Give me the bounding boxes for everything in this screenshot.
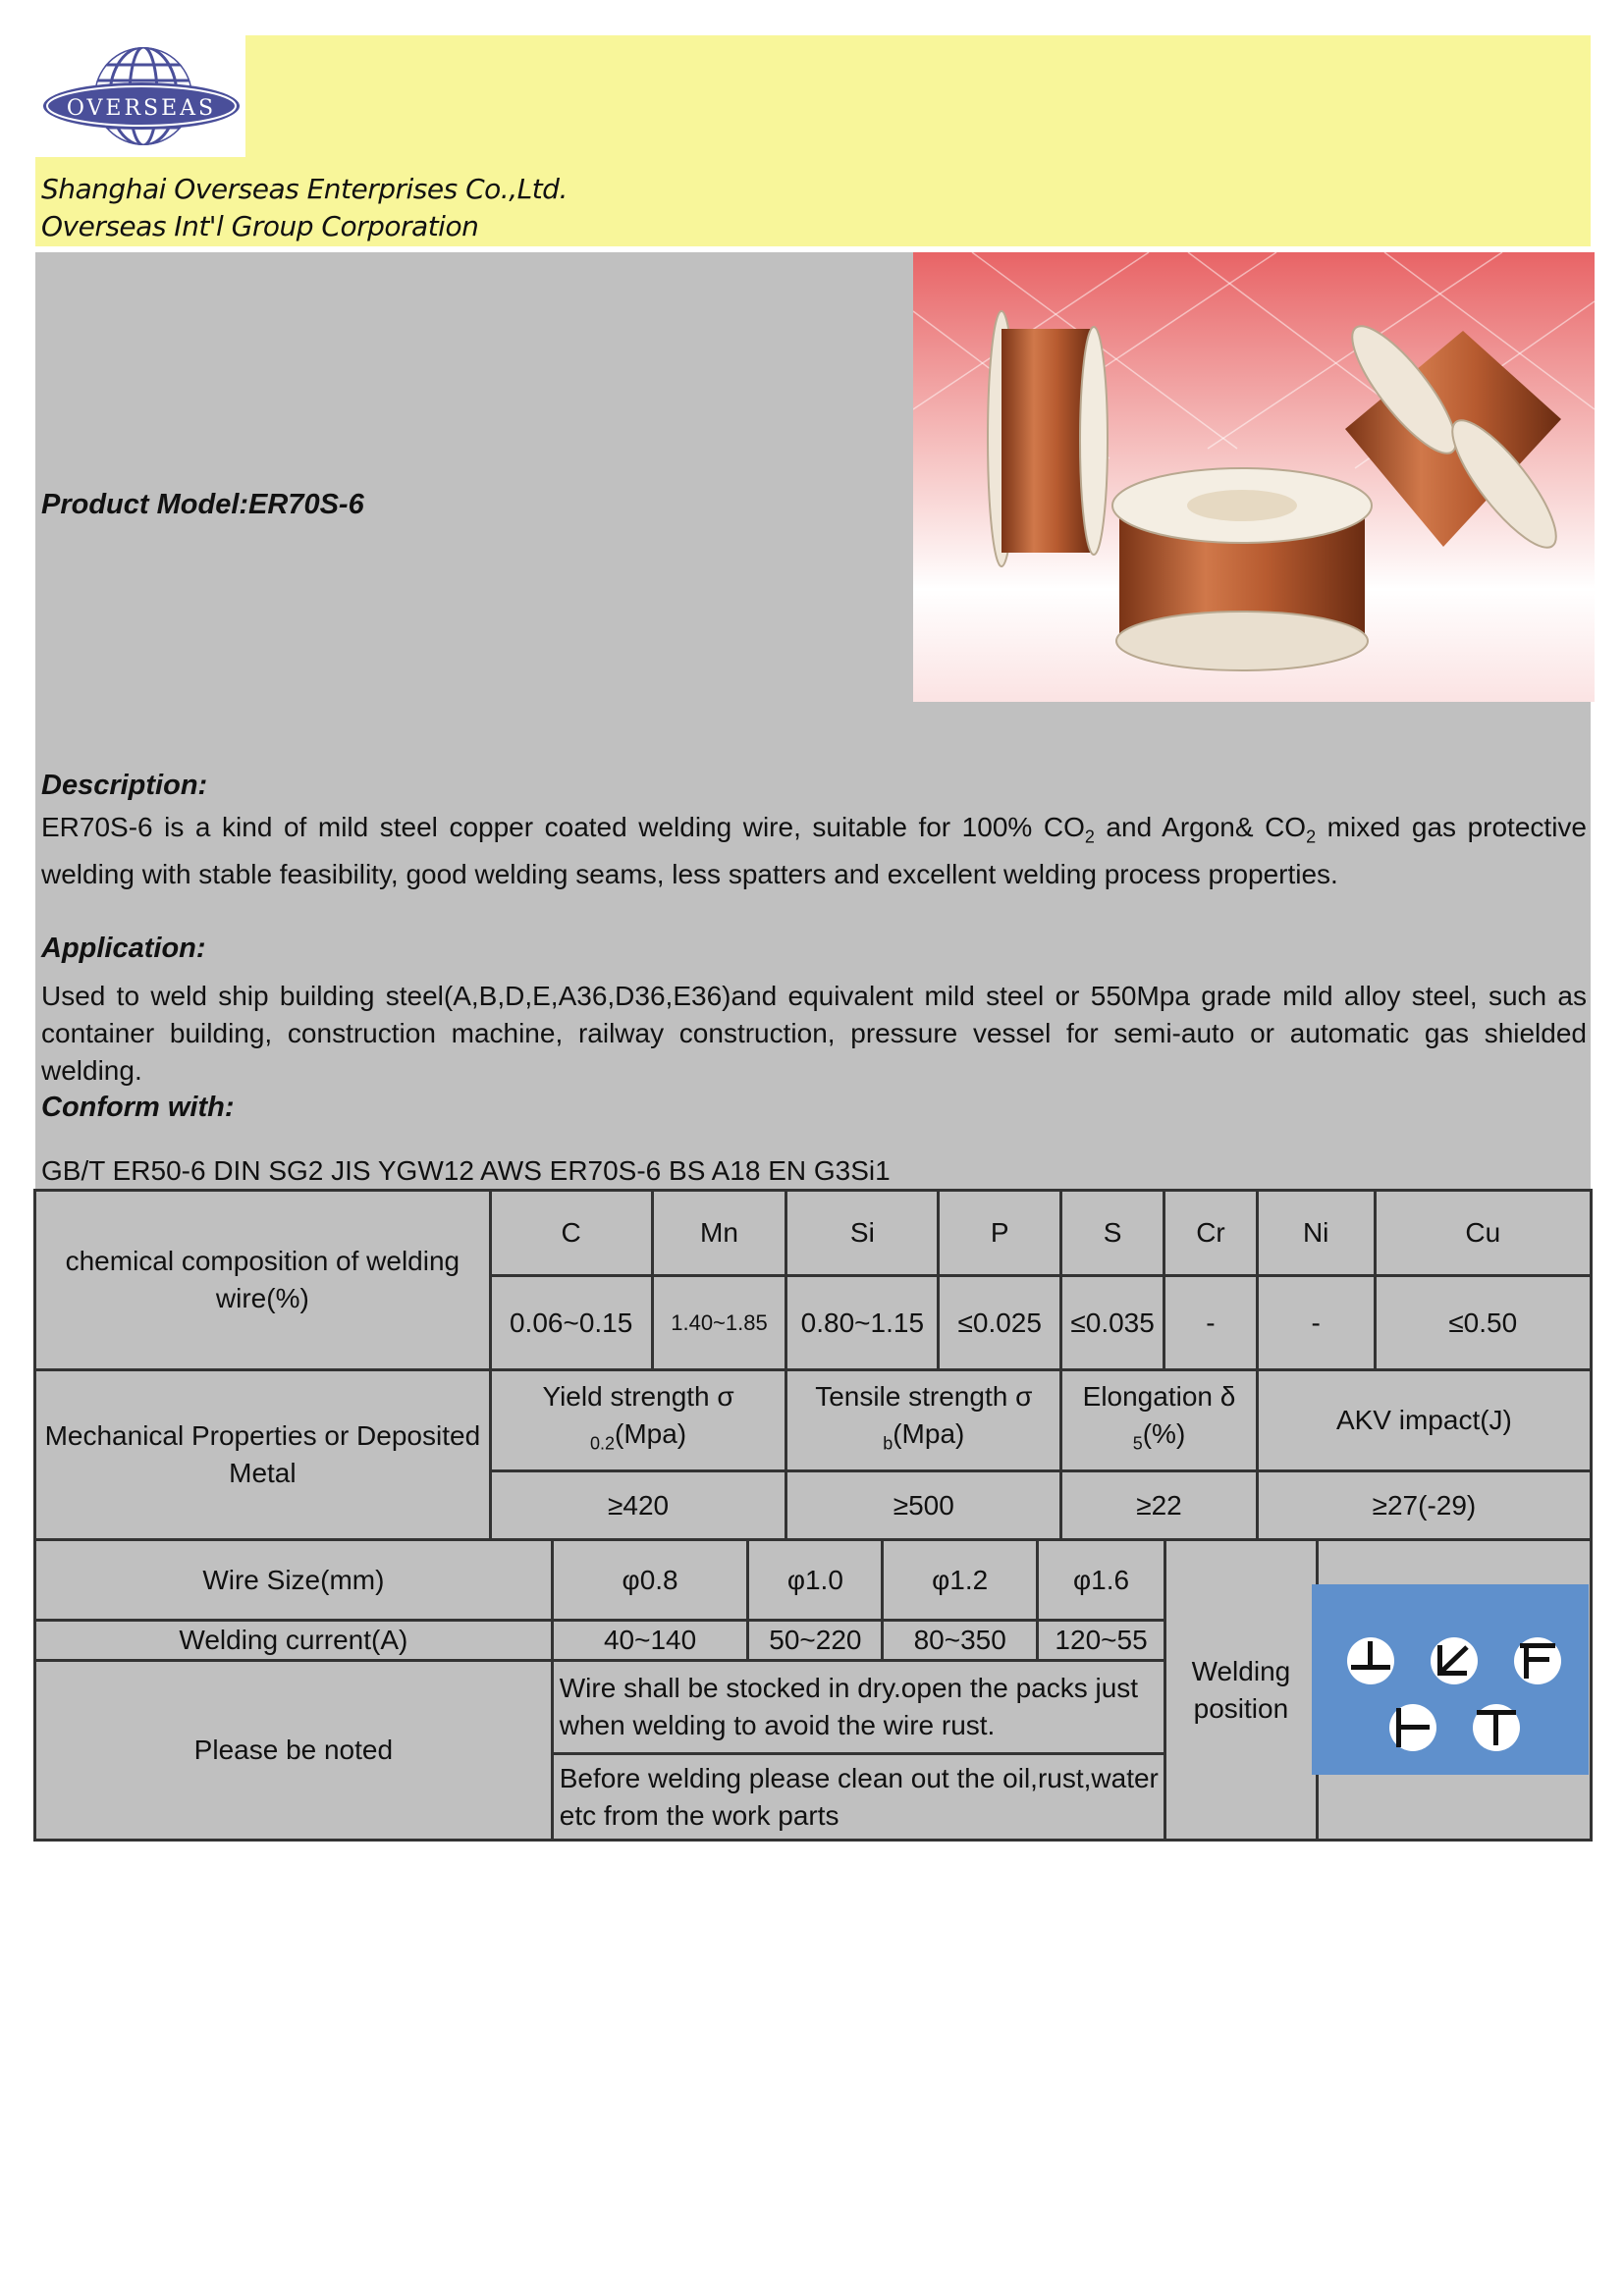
- application-heading: Application:: [41, 933, 206, 964]
- inclined-position-icon: [1431, 1637, 1478, 1684]
- company-name: Shanghai Overseas Enterprises Co.,Ltd.: [41, 173, 568, 205]
- note-cleaning: Before welding please clean out the oil,rust,water etc from the work parts: [552, 1754, 1164, 1841]
- chem-value-mn: 1.40~1.85: [652, 1276, 786, 1370]
- note-storage: Wire shall be stocked in dry.open the packs just when welding to avoid the wire rust.: [552, 1661, 1164, 1754]
- svg-text:OVERSEAS: OVERSEAS: [66, 96, 217, 121]
- vertical-position-icon: [1389, 1704, 1436, 1751]
- wire-size-1: φ1.0: [748, 1540, 883, 1621]
- application-text: Used to weld ship building steel(A,B,D,E,A36,D36,E36)and equivalent mild steel or 550Mpa grade mild alloy steel, such as container building, construction machine, railway construction, pressure vessel for semi-auto or automatic gas shielded welding.: [41, 981, 1587, 1086]
- wire-spool-left-icon: [988, 311, 1108, 566]
- note-label: Please be noted: [35, 1661, 553, 1841]
- chem-label: chemical composition of welding wire(%): [35, 1191, 491, 1370]
- welding-current-1: 50~220: [748, 1621, 883, 1661]
- product-model: Product Model:ER70S-6: [41, 489, 364, 520]
- wire-spool-center-icon: [1112, 468, 1372, 670]
- mech-value-yield: ≥420: [490, 1471, 786, 1540]
- flat-position-icon: [1347, 1637, 1394, 1684]
- chem-header-s: S: [1061, 1191, 1164, 1276]
- chem-header-p: P: [939, 1191, 1061, 1276]
- mech-header-elongation: Elongation δ $_5$(%): [1061, 1370, 1258, 1471]
- mech-value-akv: ≥27(-29): [1257, 1471, 1591, 1540]
- header-band-top: [245, 35, 1591, 157]
- conform-heading: Conform with:: [41, 1092, 235, 1123]
- horizontal-position-icon: [1473, 1704, 1520, 1751]
- welding-current-label: Welding current(A): [35, 1621, 553, 1661]
- welding-position-label: Welding position: [1164, 1540, 1317, 1841]
- mech-value-elongation: ≥22: [1061, 1471, 1258, 1540]
- chem-header-mn: Mn: [652, 1191, 786, 1276]
- description-text: ER70S-6 is a kind of mild steel copper coated welding wire, suitable for 100% $CO_2$ and Argon& $CO_2$ mixed gas protective welding with stable feasibility, good welding seams, less spatters and excellent welding process properties.: [41, 812, 1587, 889]
- mech-header-akv: AKV impact(J): [1257, 1370, 1591, 1471]
- product-photo: [913, 252, 1595, 702]
- company-group-name: Overseas Int'l Group Corporation: [41, 210, 479, 242]
- chem-value-si: 0.80~1.15: [786, 1276, 939, 1370]
- chem-header-c: C: [490, 1191, 652, 1276]
- mech-header-tensile: Tensile strength σ $_b$(Mpa): [786, 1370, 1061, 1471]
- chem-header-cu: Cu: [1375, 1191, 1592, 1276]
- wire-size-label: Wire Size(mm): [35, 1540, 553, 1621]
- mech-label: Mechanical Properties or Deposited Metal: [35, 1370, 491, 1540]
- properties-table: [33, 1189, 1593, 1541]
- welding-position-image: [1312, 1584, 1589, 1775]
- overhead-position-icon: [1514, 1637, 1561, 1684]
- welding-current-3: 120~55: [1038, 1621, 1165, 1661]
- chem-value-ni: -: [1257, 1276, 1375, 1370]
- globe-logo-icon: [35, 35, 245, 157]
- wire-size-3: φ1.6: [1038, 1540, 1165, 1621]
- chem-value-p: ≤0.025: [939, 1276, 1061, 1370]
- chem-value-cu: ≤0.50: [1375, 1276, 1592, 1370]
- welding-current-2: 80~350: [883, 1621, 1038, 1661]
- wire-size-0: φ0.8: [552, 1540, 748, 1621]
- chem-header-si: Si: [786, 1191, 939, 1276]
- mech-header-yield: Yield strength σ $_{0.2}$(Mpa): [490, 1370, 786, 1471]
- logo: [35, 35, 245, 157]
- welding-current-0: 40~140: [552, 1621, 748, 1661]
- chem-value-c: 0.06~0.15: [490, 1276, 652, 1370]
- wire-size-2: φ1.2: [883, 1540, 1038, 1621]
- chem-value-cr: -: [1164, 1276, 1258, 1370]
- description-heading: Description:: [41, 770, 208, 801]
- conform-standards: GB/T ER50-6 DIN SG2 JIS YGW12 AWS ER70S-6 BS A18 EN G3Si1: [41, 1155, 891, 1186]
- chem-value-s: ≤0.035: [1061, 1276, 1164, 1370]
- mech-value-tensile: ≥500: [786, 1471, 1061, 1540]
- chem-header-ni: Ni: [1257, 1191, 1375, 1276]
- chem-header-cr: Cr: [1164, 1191, 1258, 1276]
